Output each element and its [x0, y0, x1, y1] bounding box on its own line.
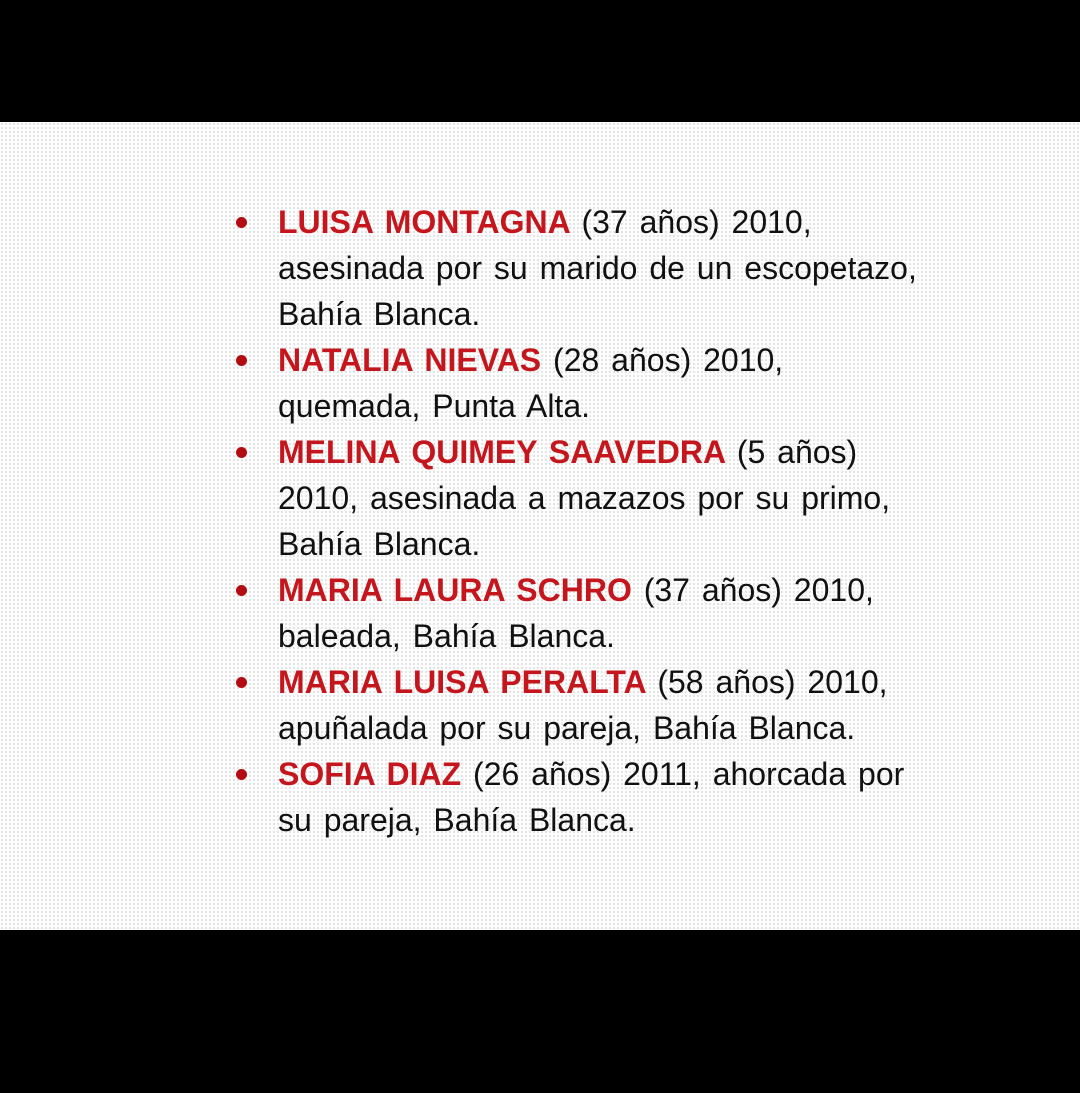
list-item — [236, 567, 936, 659]
victim-name: MARIA LUISA PERALTA — [278, 664, 658, 700]
victim-detail: (37 años) 2010, asesinada por su marido de un escopetazo, Bahía Blanca. — [278, 204, 917, 332]
bottom-black-bar — [0, 930, 1080, 1093]
victim-name: MELINA QUIMEY SAAVEDRA — [278, 434, 737, 470]
bullet-icon — [236, 769, 247, 780]
victim-name: NATALIA NIEVAS — [278, 342, 554, 378]
victim-name: LUISA MONTAGNA — [278, 204, 582, 240]
top-black-bar — [0, 0, 1080, 122]
bullet-icon — [236, 447, 247, 458]
list-item — [236, 429, 936, 567]
victim-detail: (58 años) 2010, apuñalada por su pareja, Bahía Blanca. — [278, 664, 888, 746]
bullet-icon — [236, 585, 247, 596]
bullet-icon — [236, 677, 247, 688]
list-item — [236, 199, 936, 337]
victim-detail: (5 años) 2010, asesinada a mazazos por su primo, Bahía Blanca. — [278, 434, 891, 562]
victims-list — [236, 199, 936, 843]
bullet-icon — [236, 217, 247, 228]
victim-name: MARIA LAURA SCHRO — [278, 572, 644, 608]
victim-detail: (37 años) 2010, baleada, Bahía Blanca. — [278, 572, 874, 654]
victim-detail: (28 años) 2010, quemada, Punta Alta. — [278, 342, 784, 424]
document-page — [0, 122, 1080, 930]
list-item — [236, 751, 936, 843]
victim-name: SOFIA DIAZ — [278, 756, 474, 792]
list-item — [236, 659, 936, 751]
victim-detail: (26 años) 2011, ahorcada por su pareja, Bahía Blanca. — [278, 756, 905, 838]
list-item — [236, 337, 936, 429]
bullet-icon — [236, 355, 247, 366]
